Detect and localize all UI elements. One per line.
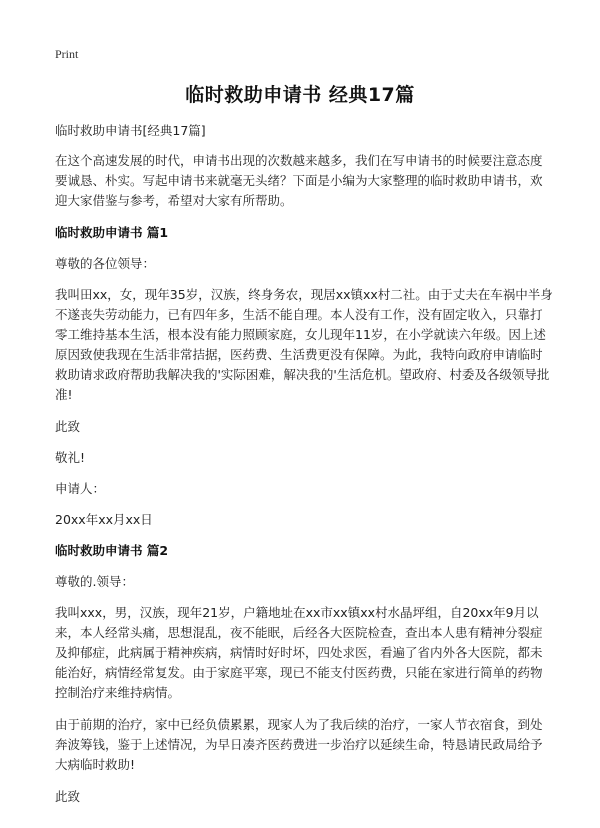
section-1-heading: 临时救助申请书 篇1	[55, 225, 169, 240]
section-2-body-paragraph-2: 由于前期的治疗，家中已经负债累累，现家人为了我后续的治疗，一家人节衣宿食，到处奔波筹钱，鉴于上述情况，为早日凑齐医药费进一步治疗以延续生命，特恳请民政局给予大病临时救助!	[55, 717, 543, 772]
print-label[interactable]: Print	[55, 47, 79, 61]
section-1-closing-cizhi: 此致	[55, 419, 81, 434]
section-1-body-paragraph: 我叫田xx，女，现年35岁，汉族，终身务农，现居xx镇xx村二社。由于丈夫在车祸中半身不遂丧失劳动能力，已有四年多，生活不能自理。本人没有工作，没有固定收入，只靠打零工维持基本生活，根本没有能力照顾家庭，女儿现年11岁，在小学就读六年级。因上述原因致使我现在生活非常拮据，医药费、生活费更没有保障。为此，我特向政府申请临时救助请求政府帮助我解决我的'实际困难，解决我的'生活危机。望政府、村委及各级领导批准!	[55, 287, 553, 402]
section-1-date: 20xx年xx月xx日	[55, 512, 153, 527]
section-1-closing-jingli: 敬礼!	[55, 450, 86, 465]
section-1-applicant: 申请人：	[55, 481, 106, 496]
section-2-heading: 临时救助申请书 篇2	[55, 543, 169, 558]
section-1-salutation: 尊敬的各位领导：	[55, 256, 156, 271]
section-2-closing-cizhi: 此致	[55, 789, 81, 804]
intro-paragraph: 在这个高速发展的时代，申请书出现的次数越来越多，我们在写申请书的时候要注意态度要诚恳、朴实。写起申请书来就毫无头绪？下面是小编为大家整理的临时救助申请书，欢迎大家借鉴与参考，希望对大家有所帮助。	[55, 153, 543, 208]
document-title: 临时救助申请书 经典17篇	[185, 84, 415, 106]
document-content	[55, 121, 553, 818]
document-subtitle: 临时救助申请书[经典17篇]	[55, 123, 206, 138]
section-2-salutation: 尊敬的.领导：	[55, 574, 134, 589]
section-2-body-paragraph-1: 我叫xxx，男，汉族，现年21岁，户籍地址在xx市xx镇xx村水晶坪组，自20xx年9月以来，本人经常头痛，思想混乱，夜不能眠，后经各大医院检查，查出本人患有精神分裂症及抑郁症，此病属于精神疾病，病情时好时坏，四处求医，看遍了省内外各大医院，都未能治好，病情经常复发。由于家庭平寒，现已不能支付医药费，只能在家进行简单的药物控制治疗来维持病情。	[55, 605, 543, 700]
